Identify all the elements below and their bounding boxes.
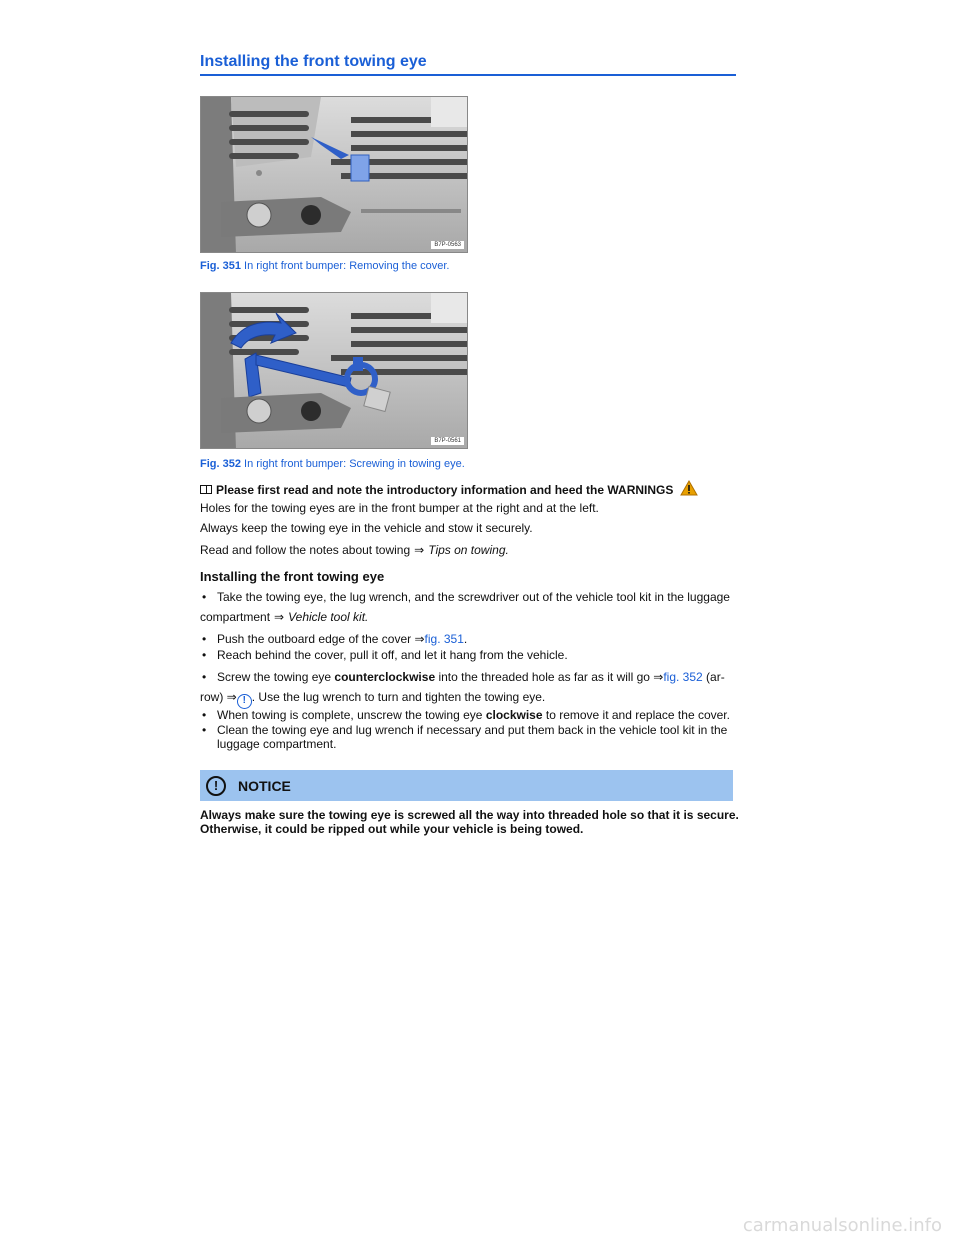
link-fig-352[interactable]: fig. 352 — [663, 670, 703, 684]
caption-text: In right front bumper: Screwing in towing eye. — [244, 458, 465, 470]
step-1-cont — [200, 607, 740, 627]
intro-text: Please first read and note the introductory information and heed the WARNINGS — [216, 482, 674, 497]
figure-352-caption — [200, 458, 465, 470]
figure-352-image — [200, 292, 468, 449]
step-text: Reach behind the cover, pull it off, and let it hang from the vehicle. — [217, 648, 568, 662]
paragraph-holes: Holes for the towing eyes are in the front bumper at the right and at the left. — [200, 501, 599, 515]
step-3 — [200, 645, 740, 665]
book-icon — [200, 485, 212, 494]
intro-note — [200, 480, 698, 499]
notice-icon: ! — [206, 776, 226, 796]
step-1 — [200, 587, 740, 607]
figure-351-caption — [200, 260, 449, 272]
paragraph-read — [200, 540, 509, 560]
link-fig-351[interactable]: fig. 351 — [424, 632, 464, 646]
link-tips-on-towing[interactable]: Tips on towing. — [428, 543, 509, 557]
step-text: (ar- — [706, 670, 725, 684]
step-text: into the threaded hole as far as it will go — [438, 670, 650, 684]
step-text: compartment — [200, 610, 271, 624]
step-6 — [200, 723, 740, 751]
step-text: . Use the lug wrench to turn and tighten the towing eye. — [251, 690, 546, 704]
step-5 — [200, 705, 740, 725]
figure-code: B7P-0561 — [431, 437, 464, 445]
step-bold: clockwise — [485, 708, 543, 722]
figure-351-image — [200, 96, 468, 253]
watermark: carmanualsonline.info — [742, 1215, 942, 1236]
paragraph-keep: Always keep the towing eye in the vehicle and stow it securely. — [200, 521, 533, 535]
notice-text: Always make sure the towing eye is screwed all the way into threaded hole so that it is secure. Otherwise, it could be ripped out while your vehicle is being towed. — [200, 808, 739, 836]
step-text: Clean the towing eye and lug wrench if necessary and put them back in the vehicle tool kit in the luggage compartment. — [217, 723, 728, 751]
step-2: • Push the outboard edge of the cover ⇒fig. 351. — [200, 629, 740, 649]
arrow-icon: ⇒ — [274, 610, 285, 624]
step-text: row) — [200, 690, 224, 704]
read-prefix: Read and follow the notes about towing — [200, 543, 411, 557]
step-text: When towing is complete, unscrew the towing eye — [217, 708, 483, 722]
caption-text: In right front bumper: Removing the cover. — [244, 260, 450, 272]
step-text: Take the towing eye, the lug wrench, and the screwdriver out of the vehicle tool kit in the luggage — [217, 590, 730, 604]
figure-code: B7P-0563 — [431, 241, 464, 249]
page-title: Installing the front towing eye — [200, 53, 736, 76]
step-bold: counterclockwise — [334, 670, 436, 684]
arrow-icon: ⇒ — [414, 543, 425, 557]
notice-title: NOTICE — [238, 777, 291, 794]
section-heading: Installing the front towing eye — [200, 569, 385, 584]
notice-header — [200, 770, 733, 801]
step-4-cont: row) ⇒ ! . Use the lug wrench to turn and tighten the towing eye. — [200, 687, 740, 709]
step-text: Push the outboard edge of the cover — [217, 632, 412, 646]
notice-circle-icon[interactable]: ! — [237, 694, 252, 709]
caption-number: Fig. 352 — [200, 458, 241, 470]
step-text: Screw the towing eye — [217, 670, 332, 684]
caption-number: Fig. 351 — [200, 260, 241, 272]
step-4: • Screw the towing eye counterclockwise into the threaded hole as far as it will go ⇒fig. 352 (ar- — [200, 667, 740, 687]
link-vehicle-tool-kit[interactable]: Vehicle tool kit. — [288, 610, 369, 624]
step-text: to remove it and replace the cover. — [545, 708, 730, 722]
warning-triangle-icon[interactable] — [680, 480, 698, 499]
